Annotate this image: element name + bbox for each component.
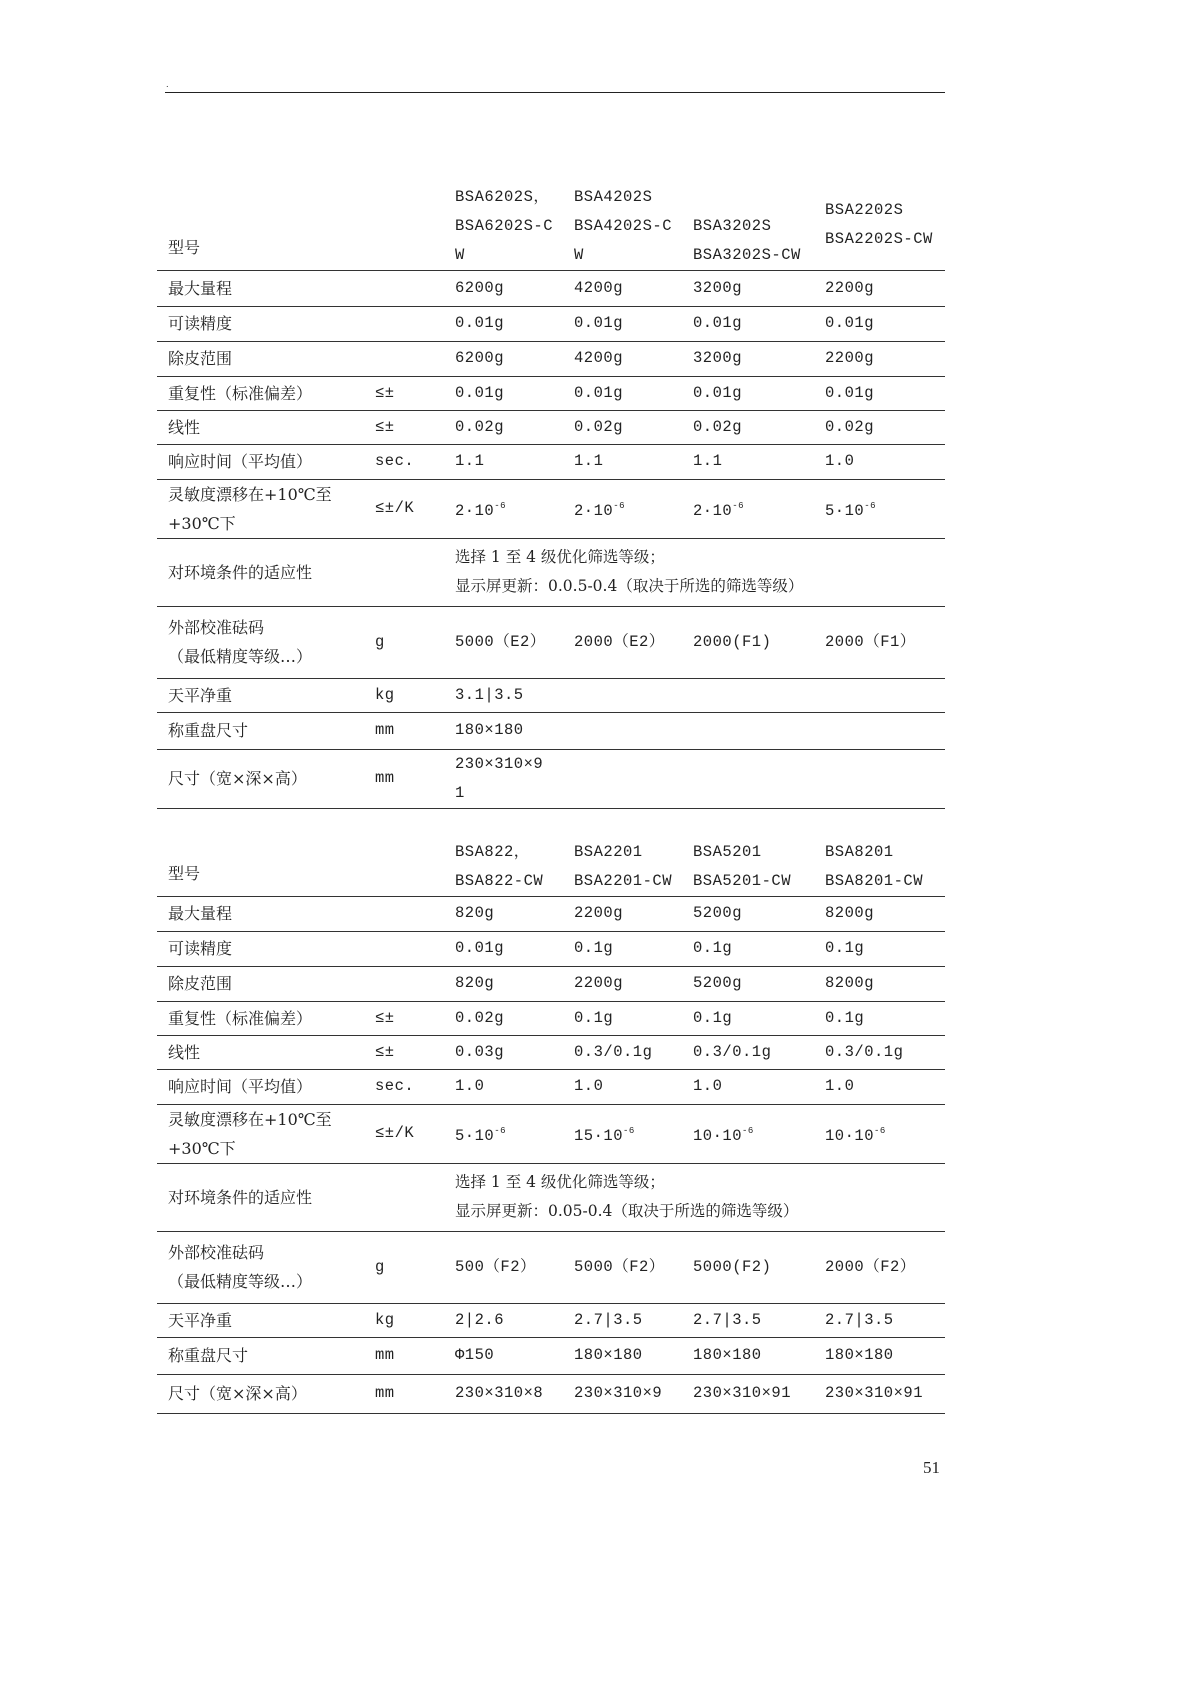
model-name: BSA822， BSA822-CW (455, 842, 544, 890)
row-label: 最大量程 (157, 270, 375, 306)
row-unit (375, 306, 455, 341)
row-value: 4200g (574, 341, 693, 376)
model-name: BSA5201 BSA5201-CW (693, 842, 792, 890)
row-unit (375, 538, 455, 606)
row-value: 0.02g (455, 410, 574, 444)
row-value: 2.7|3.5 (574, 1303, 693, 1337)
table-row (157, 1163, 945, 1231)
table-row (157, 606, 945, 678)
header-unit (375, 180, 455, 270)
row-value: 0.3/0.1g (693, 1035, 825, 1069)
header-unit (375, 835, 455, 896)
row-value: 0.01g (693, 306, 825, 341)
row-span-text: 选择 1 至 4 级优化筛选等级； 显示屏更新：0.0.5-0.4（取决于所选的筛选等级） (455, 538, 945, 606)
row-unit (375, 966, 455, 1001)
row-unit: kg (375, 678, 455, 712)
row-value: 1.0 (693, 1069, 825, 1104)
row-value: 3.1|3.5 (455, 678, 574, 712)
row-value: 820g (455, 896, 574, 931)
row-unit: mm (375, 749, 455, 808)
value-base: 10·10 (825, 1126, 875, 1145)
row-value: 2000（F1） (825, 606, 945, 678)
row-value (825, 479, 945, 538)
value-exponent: -6 (742, 1125, 754, 1136)
row-value: 0.1g (693, 1001, 825, 1035)
model-name: BSA4202S BSA4202S-C W (574, 187, 673, 264)
row-value (825, 678, 945, 712)
row-value (574, 1104, 693, 1163)
table-row (157, 1303, 945, 1337)
table-row (157, 1374, 945, 1413)
row-value: 0.1g (574, 931, 693, 966)
table-row (157, 712, 945, 749)
row-unit: sec. (375, 444, 455, 479)
row-value: 0.02g (574, 410, 693, 444)
table-row (157, 444, 945, 479)
row-unit: g (375, 606, 455, 678)
row-value: 3200g (693, 341, 825, 376)
table-row (157, 538, 945, 606)
row-value: 0.01g (455, 931, 574, 966)
row-value (574, 479, 693, 538)
value-exponent: -6 (494, 500, 507, 511)
row-value: 3200g (693, 270, 825, 306)
row-value: 2000（E2） (574, 606, 693, 678)
row-value: 2|2.6 (455, 1303, 574, 1337)
table-row (157, 341, 945, 376)
header-label: 型号 (168, 863, 201, 883)
row-value: 180×180 (574, 1337, 693, 1374)
row-value: 0.01g (693, 376, 825, 410)
row-value: 0.1g (693, 931, 825, 966)
header-label: 型号 (168, 237, 201, 257)
row-value: 230×310×91 (825, 1374, 945, 1413)
row-unit: ≤± (375, 410, 455, 444)
table-row (157, 896, 945, 931)
row-value: 0.02g (455, 1001, 574, 1035)
table-row (157, 1001, 945, 1035)
row-value: 1.0 (825, 1069, 945, 1104)
row-value: 1.0 (574, 1069, 693, 1104)
model-name: BSA6202S， BSA6202S-C W (455, 187, 554, 264)
row-value: 0.02g (825, 410, 945, 444)
row-label: 重复性（标准偏差） (157, 376, 375, 410)
row-unit: ≤± (375, 1001, 455, 1035)
row-value: 2200g (825, 341, 945, 376)
row-value: 0.01g (825, 306, 945, 341)
row-unit: ≤±/K (375, 479, 455, 538)
row-value: 180×180 (693, 1337, 825, 1374)
row-value: 5200g (693, 966, 825, 1001)
value-exponent: -6 (874, 1125, 886, 1136)
row-value: 6200g (455, 270, 574, 306)
table-row (157, 1337, 945, 1374)
row-unit: g (375, 1231, 455, 1303)
row-label: 除皮范围 (157, 341, 375, 376)
row-unit (375, 1163, 455, 1231)
row-value: 0.01g (574, 376, 693, 410)
model-name: BSA8201 BSA8201-CW (825, 842, 924, 890)
row-value: 0.1g (825, 931, 945, 966)
row-value (693, 1104, 825, 1163)
row-label: 可读精度 (157, 931, 375, 966)
row-value: 2000（F2） (825, 1231, 945, 1303)
row-value: 500（F2） (455, 1231, 574, 1303)
row-value: 1.1 (455, 444, 574, 479)
row-value: 5000（E2） (455, 606, 574, 678)
table-row (157, 306, 945, 341)
row-value: 230×310×8 (455, 1374, 574, 1413)
row-value: 2.7|3.5 (825, 1303, 945, 1337)
table-row (157, 966, 945, 1001)
row-value: 230×310×91 (693, 1374, 825, 1413)
row-label: 灵敏度漂移在+10℃至 +30℃下 (157, 1104, 375, 1163)
row-value (574, 678, 693, 712)
row-value: 2200g (574, 896, 693, 931)
value-exponent: -6 (613, 500, 626, 511)
row-unit: sec. (375, 1069, 455, 1104)
row-label: 对环境条件的适应性 (157, 538, 375, 606)
row-label: 对环境条件的适应性 (157, 1163, 375, 1231)
row-label: 外部校准砝码 （最低精度等级…） (157, 606, 375, 678)
table-row (157, 678, 945, 712)
row-value (455, 479, 574, 538)
value-exponent: -6 (494, 1125, 507, 1136)
row-value (825, 1104, 945, 1163)
value-exponent: -6 (623, 1125, 635, 1136)
row-label: 称重盘尺寸 (157, 1337, 375, 1374)
value-exponent: -6 (864, 500, 877, 511)
row-value: 0.02g (693, 410, 825, 444)
spec-table-2 (157, 835, 945, 1414)
row-value (455, 1104, 574, 1163)
header-row (157, 180, 945, 270)
row-value: 8200g (825, 966, 945, 1001)
row-value: 0.3/0.1g (825, 1035, 945, 1069)
row-label: 外部校准砝码 （最低精度等级…） (157, 1231, 375, 1303)
table-row (157, 1035, 945, 1069)
row-unit: kg (375, 1303, 455, 1337)
table-row (157, 479, 945, 538)
model-name: BSA2202S BSA2202S-CW (825, 200, 933, 248)
row-unit: mm (375, 1374, 455, 1413)
row-value: 180×180 (455, 712, 574, 749)
row-value: 6200g (455, 341, 574, 376)
row-label: 重复性（标准偏差） (157, 1001, 375, 1035)
row-value: 2200g (825, 270, 945, 306)
row-label: 响应时间（平均值） (157, 1069, 375, 1104)
value-base: 2·10 (693, 501, 733, 520)
row-value (825, 749, 945, 808)
row-value (825, 712, 945, 749)
row-value: 0.1g (574, 1001, 693, 1035)
row-value: 0.01g (574, 306, 693, 341)
row-value: 0.1g (825, 1001, 945, 1035)
row-value: Φ150 (455, 1337, 574, 1374)
table-row (157, 376, 945, 410)
row-unit (375, 341, 455, 376)
value-base: 5·10 (825, 501, 865, 520)
row-value: 1.1 (693, 444, 825, 479)
row-unit (375, 896, 455, 931)
table-row (157, 1231, 945, 1303)
row-value: 5000（F2） (574, 1231, 693, 1303)
row-label: 天平净重 (157, 678, 375, 712)
row-value (574, 749, 693, 808)
row-value: 0.01g (455, 306, 574, 341)
row-value: 0.01g (455, 376, 574, 410)
row-value: 1.0 (825, 444, 945, 479)
page-number: 51 (923, 1458, 940, 1477)
row-unit (375, 270, 455, 306)
row-label: 响应时间（平均值） (157, 444, 375, 479)
row-value: 230×310×9 1 (455, 749, 574, 808)
row-label: 天平净重 (157, 1303, 375, 1337)
row-unit: ≤±/K (375, 1104, 455, 1163)
row-value: 2.7|3.5 (693, 1303, 825, 1337)
table-row (157, 410, 945, 444)
row-label: 线性 (157, 410, 375, 444)
header-rule (165, 92, 945, 93)
row-unit: mm (375, 1337, 455, 1374)
model-name: BSA2201 BSA2201-CW (574, 842, 673, 890)
row-value: 1.0 (455, 1069, 574, 1104)
row-value: 5000(F2) (693, 1231, 825, 1303)
table-row (157, 1104, 945, 1163)
row-value: 230×310×9 (574, 1374, 693, 1413)
value-base: 2·10 (455, 501, 495, 520)
row-value: 5200g (693, 896, 825, 931)
header-row (157, 835, 945, 896)
row-value: 820g (455, 966, 574, 1001)
row-value: 2000(F1) (693, 606, 825, 678)
row-value: 4200g (574, 270, 693, 306)
row-value: 2200g (574, 966, 693, 1001)
row-label: 尺寸（宽×深×高） (157, 1374, 375, 1413)
row-value (693, 712, 825, 749)
row-label: 尺寸（宽×深×高） (157, 749, 375, 808)
table-row (157, 270, 945, 306)
row-label: 除皮范围 (157, 966, 375, 1001)
value-base: 5·10 (455, 1126, 495, 1145)
row-label: 线性 (157, 1035, 375, 1069)
row-value (693, 479, 825, 538)
table-row (157, 749, 945, 808)
row-value (693, 749, 825, 808)
row-value: 0.01g (825, 376, 945, 410)
table-row (157, 931, 945, 966)
row-value (574, 712, 693, 749)
value-base: 2·10 (574, 501, 614, 520)
spec-table-1 (157, 180, 945, 809)
row-unit: ≤± (375, 376, 455, 410)
row-label: 称重盘尺寸 (157, 712, 375, 749)
row-unit: ≤± (375, 1035, 455, 1069)
row-unit (375, 931, 455, 966)
value-exponent: -6 (732, 500, 745, 511)
model-name: BSA3202S BSA3202S-CW (693, 216, 801, 264)
row-unit: mm (375, 712, 455, 749)
table-row (157, 1069, 945, 1104)
row-value: 180×180 (825, 1337, 945, 1374)
value-base: 10·10 (693, 1126, 743, 1145)
header-mark: . (166, 80, 169, 89)
row-span-text: 选择 1 至 4 级优化筛选等级； 显示屏更新：0.05-0.4（取决于所选的筛选等级） (455, 1163, 945, 1231)
value-base: 15·10 (574, 1126, 624, 1145)
row-label: 最大量程 (157, 896, 375, 931)
row-value (693, 678, 825, 712)
row-value: 0.3/0.1g (574, 1035, 693, 1069)
row-label: 灵敏度漂移在+10℃至 +30℃下 (157, 479, 375, 538)
row-value: 8200g (825, 896, 945, 931)
row-value: 0.03g (455, 1035, 574, 1069)
row-value: 1.1 (574, 444, 693, 479)
row-label: 可读精度 (157, 306, 375, 341)
